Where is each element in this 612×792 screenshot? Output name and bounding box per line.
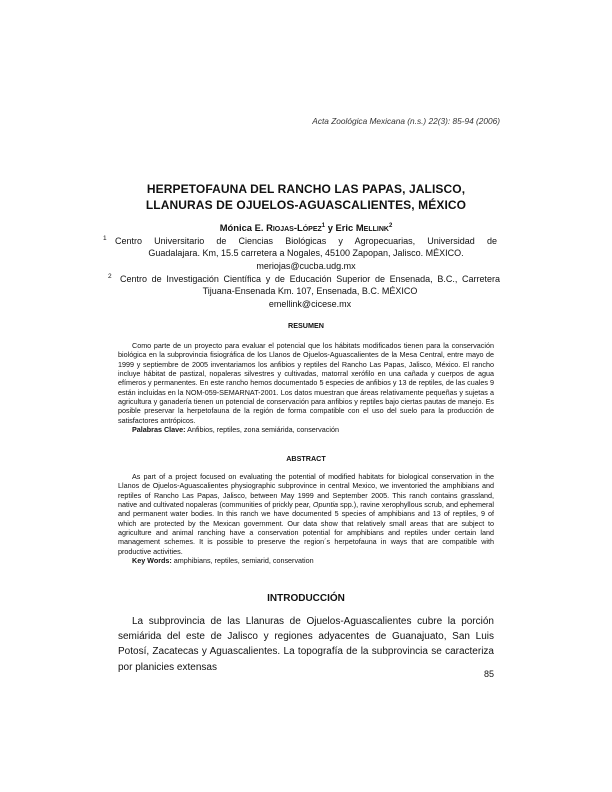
page-number: 85	[483, 669, 494, 679]
affiliation-2-line-1: Centro de Investigación Científica y de Educación Superior de Ensenada, B.C., Carretera	[120, 274, 500, 284]
abstract-italic-genus: Opuntia	[312, 500, 339, 510]
key-words-label: Key Words:	[132, 556, 172, 566]
introduccion-body	[118, 614, 494, 675]
abstract-text-part-1: As part of a project focused on evaluating the potential of modified habitats for biological conservation in the Llanos de Ojuelos-Aguascalientes physiographic subprovince in central Mexico, we inventoried the amphibians and reptiles of Rancho Las Papas, Jalisco, between May 1999 and September 2005. This ranch contains grassland, native and cultivated nopaleras (communities of prickly pear,	[118, 472, 494, 510]
affiliation-2-line-2: Tijuana-Ensenada Km. 107, Ensenada, B.C. MÉXICO	[202, 286, 418, 297]
author-2-affil: 2	[388, 222, 393, 229]
affiliation-1-number: 1	[103, 235, 107, 242]
affiliation-1-line-2: Guadalajara. Km, 15.5 carretera a Nogales, 45100 Zapopan, Jalisco. MÉXICO.	[148, 248, 464, 259]
author-1-last: Riojas-López	[266, 222, 322, 233]
author-2-last: Mellink	[355, 222, 389, 233]
title-line-2: LLANURAS DE OJUELOS-AGUASCALIENTES, MÉXICO	[145, 198, 467, 212]
author-1-first: Mónica E.	[219, 222, 267, 233]
title-line-1: HERPETOFAUNA DEL RANCHO LAS PAPAS, JALISCO,	[146, 182, 466, 196]
affiliation-2-email: emellink@cicese.mx	[268, 298, 352, 309]
resumen-heading: RESUMEN	[288, 321, 324, 330]
resumen-block	[118, 341, 494, 434]
abstract-block	[118, 472, 494, 565]
author-connector: y Eric	[325, 222, 356, 233]
paper-title	[100, 181, 512, 213]
abstract-heading: ABSTRACT	[286, 454, 326, 463]
palabras-clave-text: Anfibios, reptiles, zona semiárida, conservación	[185, 425, 339, 435]
affiliation-1-email: meriojas@cucba.udg.mx	[256, 260, 356, 271]
affiliation-2-number: 2	[108, 273, 112, 280]
author-1-affil: 1	[321, 222, 326, 229]
key-words-text: amphibians, reptiles, semiarid, conservation	[171, 556, 314, 566]
resumen-text: Como parte de un proyecto para evaluar el potencial que los hábitats modificados tienen para la conservación biológica en la subprovincia fisiográfica de los Llanos de Ojuelos-Aguascalientes de la Mesa Central, entre mayo de 1999 y septiembre de 2005 inventariamos los anfibios y reptiles del Rancho Las Papas, Jalisco, México. El rancho incluye hábitat de pastizal, nopaleras silvestres y cultivadas, matorral xerófilo en una cañada y cuerpos de agua efímeros y permanentes. En este rancho hemos documentado 5 especies de anfibios y 13 de reptiles, de las cuales 9 están incluidas en la NOM-059-SEMARNAT-2001. Los datos muestran que áreas relativamente pequeñas y sujetas a agricultura y ganadería tienen un potencial de conservación para anfibios y reptiles bajo ciertas pautas de manejo. Es posible preservar la herpetofauna de la región de forma compatible con el uso del suelo para la producción de satisfactores antrópicos.	[118, 341, 494, 425]
journal-citation: Acta Zoológica Mexicana (n.s.) 22(3): 85-94 (2006)	[312, 116, 500, 126]
introduccion-heading: INTRODUCCIÓN	[267, 593, 345, 604]
palabras-clave	[118, 425, 494, 434]
introduccion-paragraph: La subprovincia de las Llanuras de Ojuelos-Aguascalientes cubre la porción semiárida del este de Jalisco y regiones adyacentes de Guanajuato, San Luis Potosí, Zacatecas y Aguascalientes. La topografía de la subprovincia se caracteriza por planicies extensas	[118, 616, 494, 673]
abstract-text	[118, 472, 494, 556]
abstract-text-part-2: spp.), ravine xerophyllous scrub, and ephemeral and permanent water bodies. In this ranch we have documented 5 species of amphibians and 13 of reptiles, 9 of which are protected by the Mexican government. Our data show that relatively small areas that are subject to agriculture and animal ranching have a conservation potential for amphibians and reptiles under certain land management schemes. It is possible to preserve the region´s herpetofauna in ways that are compatible with productive activities.	[118, 500, 494, 556]
palabras-clave-label: Palabras Clave:	[132, 425, 186, 435]
affiliation-2	[108, 273, 500, 310]
affiliation-1-line-1: Centro Universitario de Ciencias Biológicas y Agropecuarias, Universidad de	[115, 236, 497, 246]
affiliation-1	[103, 235, 497, 272]
key-words	[118, 556, 494, 565]
author-list	[100, 222, 512, 233]
